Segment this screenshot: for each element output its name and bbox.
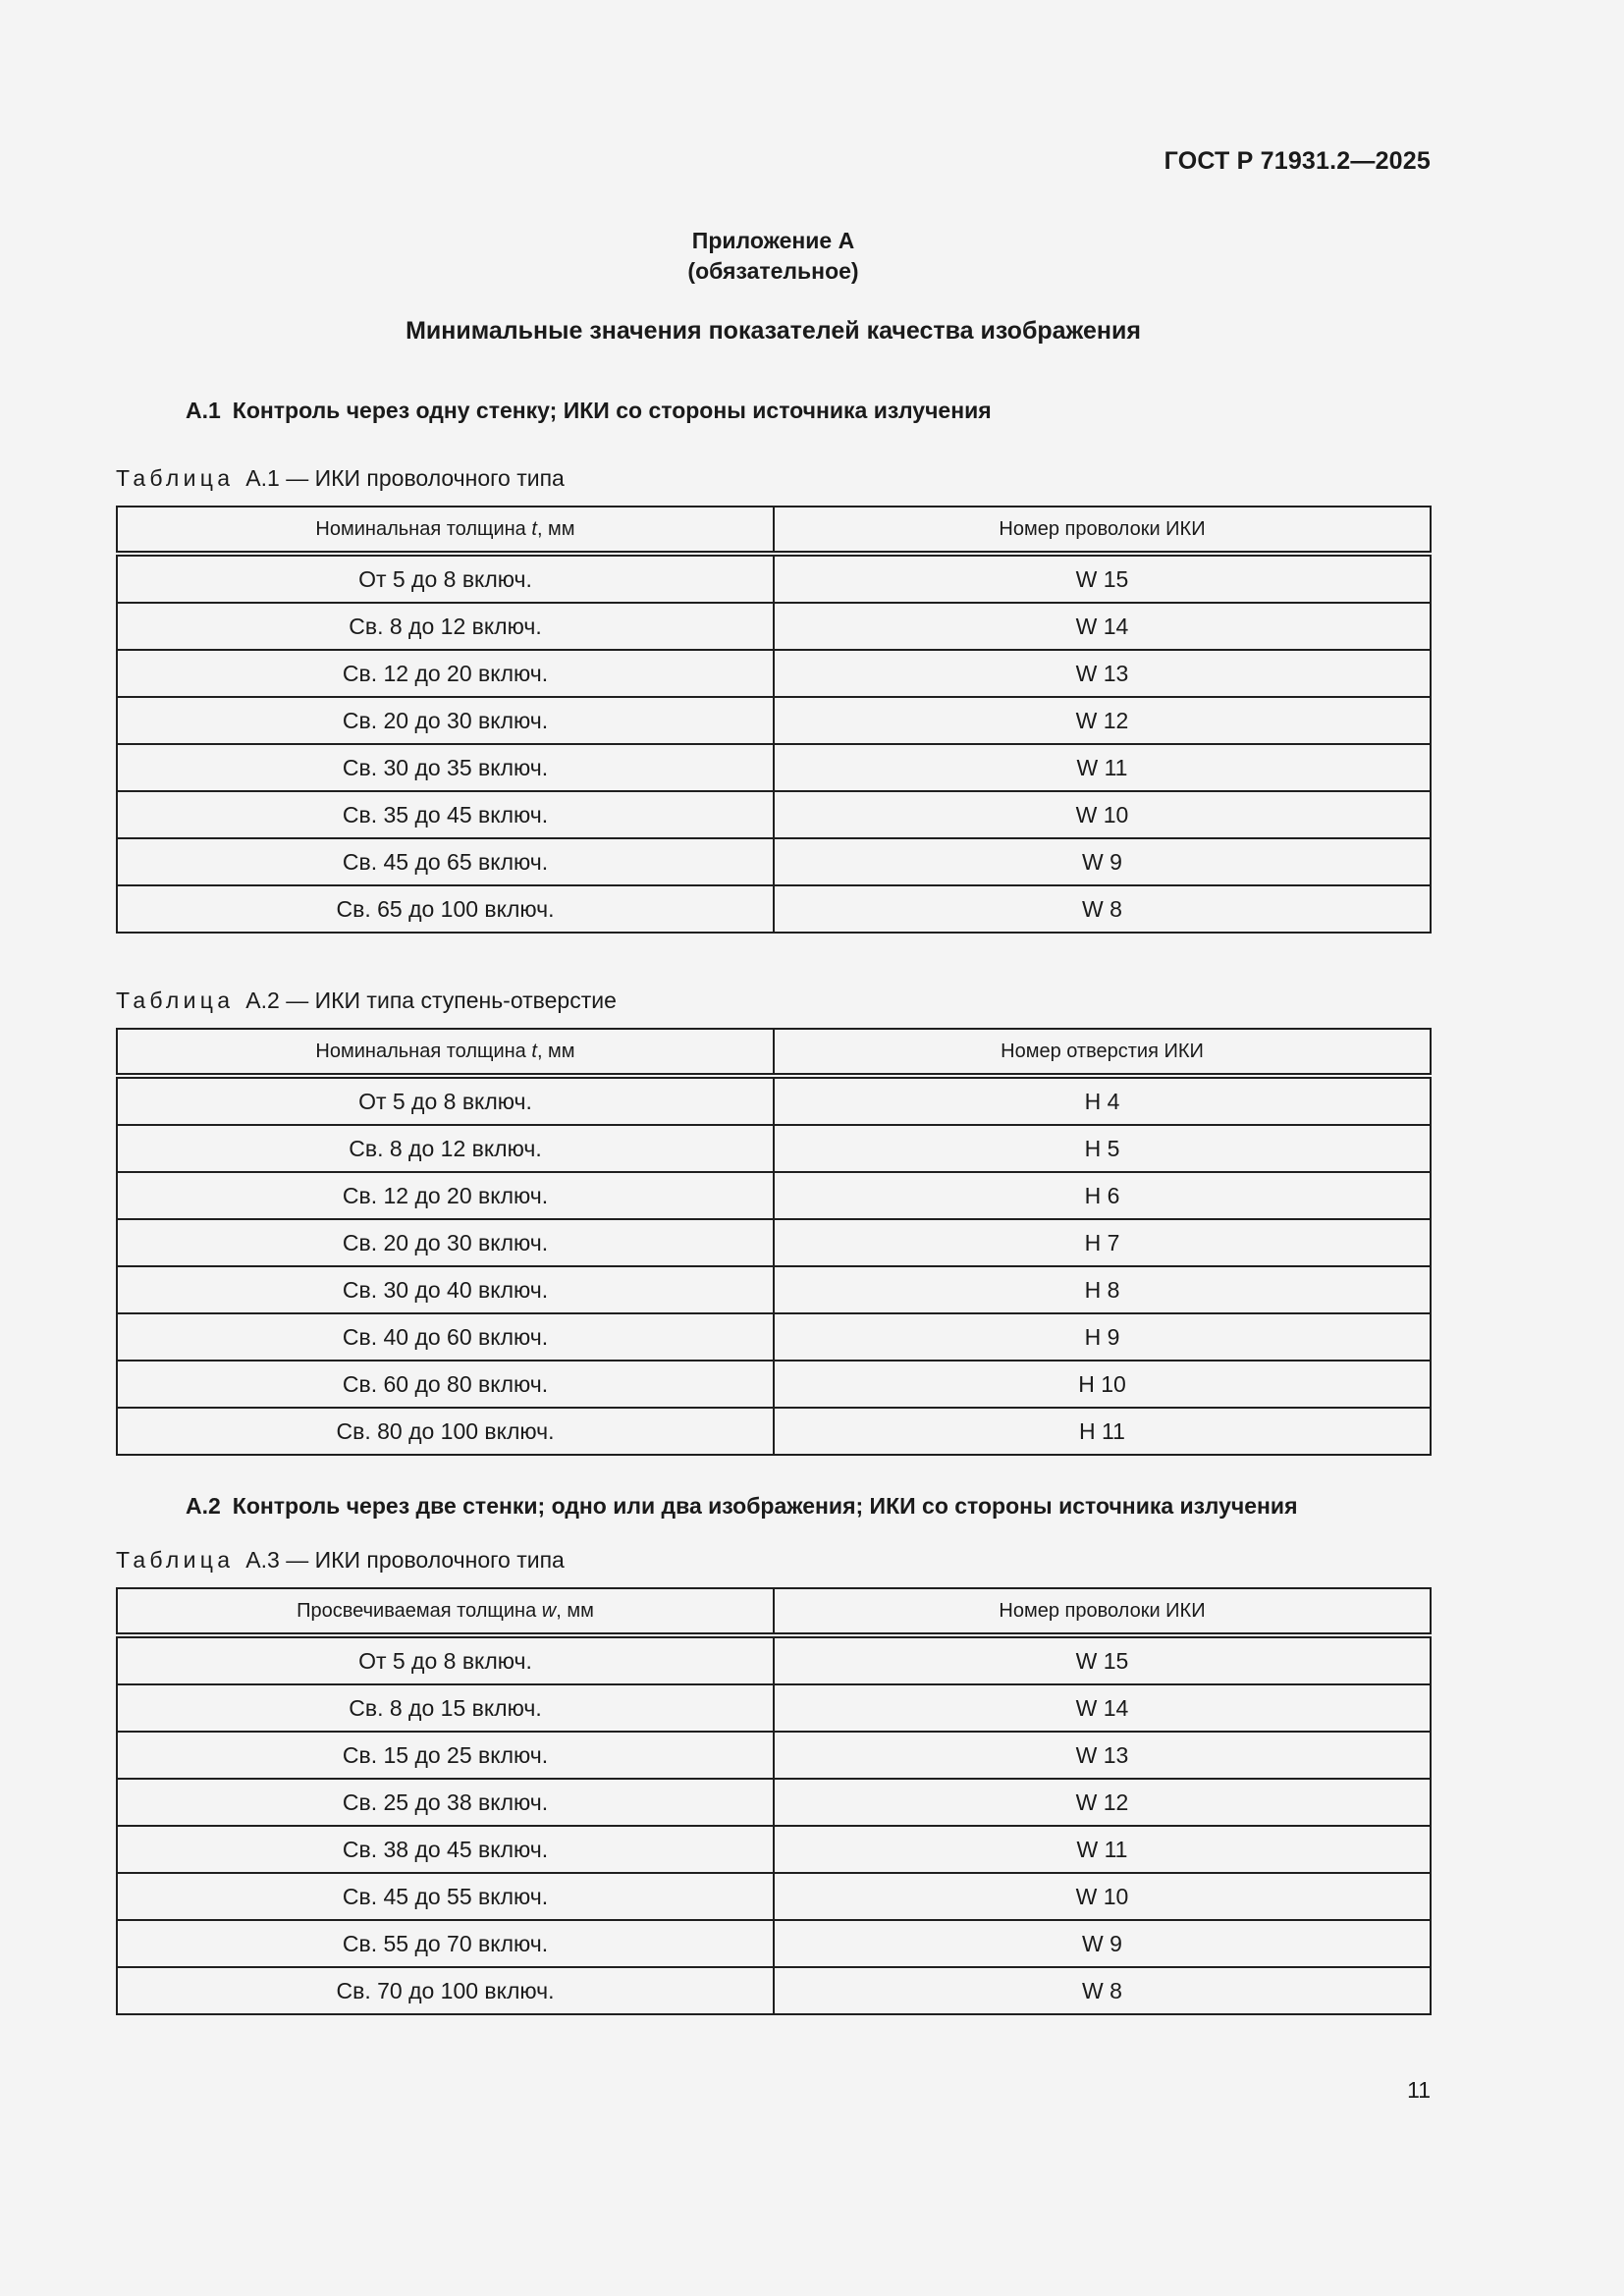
page-title: Минимальные значения показателей качества изображения	[406, 317, 1141, 345]
table-row	[117, 1779, 1431, 1826]
iqi-value-cell: H 11	[774, 1408, 1431, 1455]
table-row	[117, 1172, 1431, 1219]
table-header-row	[117, 1029, 1431, 1076]
iqi-value-cell: W 8	[774, 1967, 1431, 2014]
table-caption-text: А.2 — ИКИ типа ступень-отверстие	[245, 988, 617, 1013]
thickness-range-cell: Св. 8 до 12 включ.	[117, 1125, 774, 1172]
iqi-value-cell: W 9	[774, 838, 1431, 885]
iqi-value-cell: W 13	[774, 1732, 1431, 1779]
thickness-range-cell: Св. 30 до 35 включ.	[117, 744, 774, 791]
section-number: А.1	[186, 398, 221, 423]
thickness-range-cell: Св. 60 до 80 включ.	[117, 1361, 774, 1408]
iqi-value-cell: W 14	[774, 1684, 1431, 1732]
thickness-range-cell: Св. 25 до 38 включ.	[117, 1779, 774, 1826]
column-header-thickness: Просвечиваемая толщина w, мм	[117, 1588, 774, 1635]
thickness-range-cell: Св. 65 до 100 включ.	[117, 885, 774, 933]
table-caption-text: А.3 — ИКИ проволочного типа	[245, 1547, 565, 1573]
iqi-value-cell: W 15	[774, 1635, 1431, 1684]
iqi-value-cell: W 9	[774, 1920, 1431, 1967]
section-heading-a1	[186, 398, 992, 424]
table-header-row	[117, 1588, 1431, 1635]
table-row	[117, 697, 1431, 744]
table-caption-a1	[116, 465, 565, 492]
table-row	[117, 1826, 1431, 1873]
table-row	[117, 1732, 1431, 1779]
thickness-range-cell: Св. 12 до 20 включ.	[117, 1172, 774, 1219]
thickness-range-cell: Св. 8 до 12 включ.	[117, 603, 774, 650]
section-title: Контроль через одну стенку; ИКИ со стороны источника излучения	[232, 398, 992, 423]
thickness-range-cell: Св. 45 до 65 включ.	[117, 838, 774, 885]
table-caption-text: А.1 — ИКИ проволочного типа	[245, 465, 565, 491]
iqi-value-cell: W 11	[774, 744, 1431, 791]
column-header-thickness: Номинальная толщина t, мм	[117, 1029, 774, 1076]
thickness-range-cell: Св. 20 до 30 включ.	[117, 1219, 774, 1266]
table-caption-a3	[116, 1547, 565, 1574]
thickness-range-cell: От 5 до 8 включ.	[117, 1635, 774, 1684]
table-row	[117, 1266, 1431, 1313]
table-row	[117, 885, 1431, 933]
thickness-range-cell: Св. 45 до 55 включ.	[117, 1873, 774, 1920]
table-row	[117, 554, 1431, 603]
document-code: ГОСТ Р 71931.2—2025	[1164, 147, 1431, 175]
column-header-iqi: Номер проволоки ИКИ	[774, 1588, 1431, 1635]
table-row	[117, 1873, 1431, 1920]
section-title: Контроль через две стенки; одно или два изображения; ИКИ со стороны источника излучения	[232, 1493, 1298, 1519]
table-row	[117, 1125, 1431, 1172]
table-row	[117, 650, 1431, 697]
table-row	[117, 744, 1431, 791]
iqi-value-cell: H 10	[774, 1361, 1431, 1408]
thickness-range-cell: Св. 38 до 45 включ.	[117, 1826, 774, 1873]
table-header-row	[117, 507, 1431, 554]
table-row	[117, 1408, 1431, 1455]
table-a2	[116, 1028, 1432, 1456]
page-number: 11	[1407, 2077, 1431, 2103]
iqi-value-cell: W 13	[774, 650, 1431, 697]
appendix-status: (обязательное)	[687, 258, 859, 284]
iqi-value-cell: W 10	[774, 791, 1431, 838]
table-label: Таблица	[116, 465, 235, 491]
thickness-range-cell: Св. 8 до 15 включ.	[117, 1684, 774, 1732]
thickness-range-cell: От 5 до 8 включ.	[117, 554, 774, 603]
table-caption-a2	[116, 988, 617, 1014]
iqi-value-cell: W 10	[774, 1873, 1431, 1920]
table-label: Таблица	[116, 988, 235, 1013]
table-row	[117, 1967, 1431, 2014]
iqi-value-cell: W 11	[774, 1826, 1431, 1873]
thickness-range-cell: Св. 15 до 25 включ.	[117, 1732, 774, 1779]
table-row	[117, 791, 1431, 838]
iqi-value-cell: H 8	[774, 1266, 1431, 1313]
thickness-range-cell: Св. 80 до 100 включ.	[117, 1408, 774, 1455]
iqi-value-cell: W 15	[774, 554, 1431, 603]
thickness-range-cell: Св. 70 до 100 включ.	[117, 1967, 774, 2014]
thickness-range-cell: Св. 35 до 45 включ.	[117, 791, 774, 838]
table-a1	[116, 506, 1432, 934]
iqi-value-cell: H 7	[774, 1219, 1431, 1266]
appendix-heading	[0, 226, 1546, 287]
iqi-value-cell: W 12	[774, 697, 1431, 744]
table-row	[117, 1920, 1431, 1967]
thickness-range-cell: Св. 55 до 70 включ.	[117, 1920, 774, 1967]
iqi-value-cell: W 14	[774, 603, 1431, 650]
column-header-iqi: Номер проволоки ИКИ	[774, 507, 1431, 554]
thickness-range-cell: Св. 20 до 30 включ.	[117, 697, 774, 744]
section-number: А.2	[186, 1493, 221, 1519]
iqi-value-cell: H 5	[774, 1125, 1431, 1172]
column-header-thickness: Номинальная толщина t, мм	[117, 507, 774, 554]
table-row	[117, 1684, 1431, 1732]
iqi-value-cell: H 4	[774, 1076, 1431, 1125]
thickness-range-cell: Св. 30 до 40 включ.	[117, 1266, 774, 1313]
table-row	[117, 1313, 1431, 1361]
thickness-range-cell: Св. 12 до 20 включ.	[117, 650, 774, 697]
table-row	[117, 1361, 1431, 1408]
table-row	[117, 1219, 1431, 1266]
table-a3	[116, 1587, 1432, 2015]
thickness-range-cell: Св. 40 до 60 включ.	[117, 1313, 774, 1361]
table-row	[117, 838, 1431, 885]
iqi-value-cell: H 9	[774, 1313, 1431, 1361]
section-heading-a2	[186, 1493, 1298, 1520]
iqi-value-cell: W 8	[774, 885, 1431, 933]
table-row	[117, 1076, 1431, 1125]
table-row	[117, 603, 1431, 650]
appendix-title: Приложение А	[691, 228, 855, 253]
thickness-range-cell: От 5 до 8 включ.	[117, 1076, 774, 1125]
table-row	[117, 1635, 1431, 1684]
column-header-iqi: Номер отверстия ИКИ	[774, 1029, 1431, 1076]
iqi-value-cell: W 12	[774, 1779, 1431, 1826]
iqi-value-cell: H 6	[774, 1172, 1431, 1219]
table-label: Таблица	[116, 1547, 235, 1573]
